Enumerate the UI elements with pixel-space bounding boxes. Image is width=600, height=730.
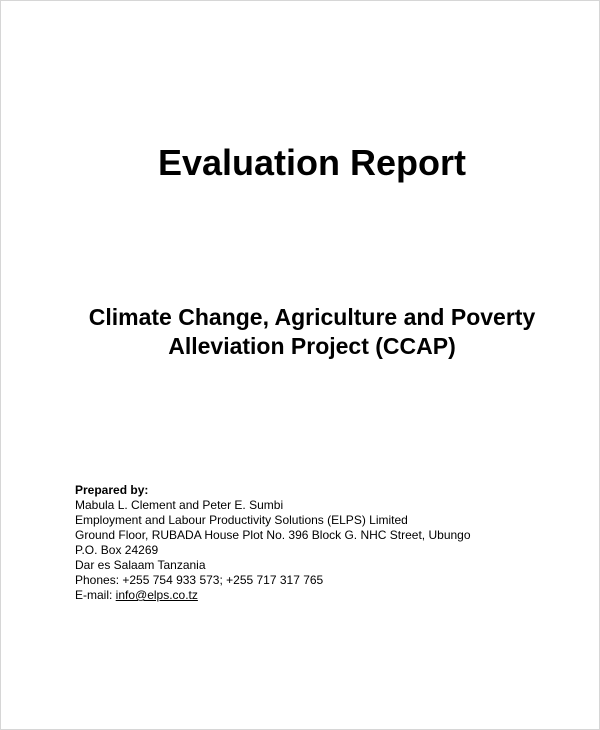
organization: Employment and Labour Productivity Solutions (ELPS) Limited: [75, 513, 408, 527]
report-title: Evaluation Report: [157, 142, 467, 183]
prepared-by-label: Prepared by:: [75, 483, 149, 497]
authors: Mabula L. Clement and Peter E. Sumbi: [75, 498, 284, 512]
project-title-line-1: Climate Change, Agriculture and Poverty: [88, 304, 536, 330]
project-title: [1, 303, 599, 361]
email-prefix: E-mail:: [75, 588, 116, 602]
prepared-by-block: [75, 483, 471, 603]
city: Dar es Salaam Tanzania: [75, 558, 206, 572]
project-title-line-2: Alleviation Project (CCAP): [168, 333, 456, 359]
email-link[interactable]: info@elps.co.tz: [115, 588, 198, 602]
phones: Phones: +255 754 933 573; +255 717 317 765: [75, 573, 324, 587]
po-box: P.O. Box 24269: [75, 543, 159, 557]
email-line: [75, 588, 471, 603]
address: Ground Floor, RUBADA House Plot No. 396 Block G. NHC Street, Ubungo: [75, 528, 471, 542]
